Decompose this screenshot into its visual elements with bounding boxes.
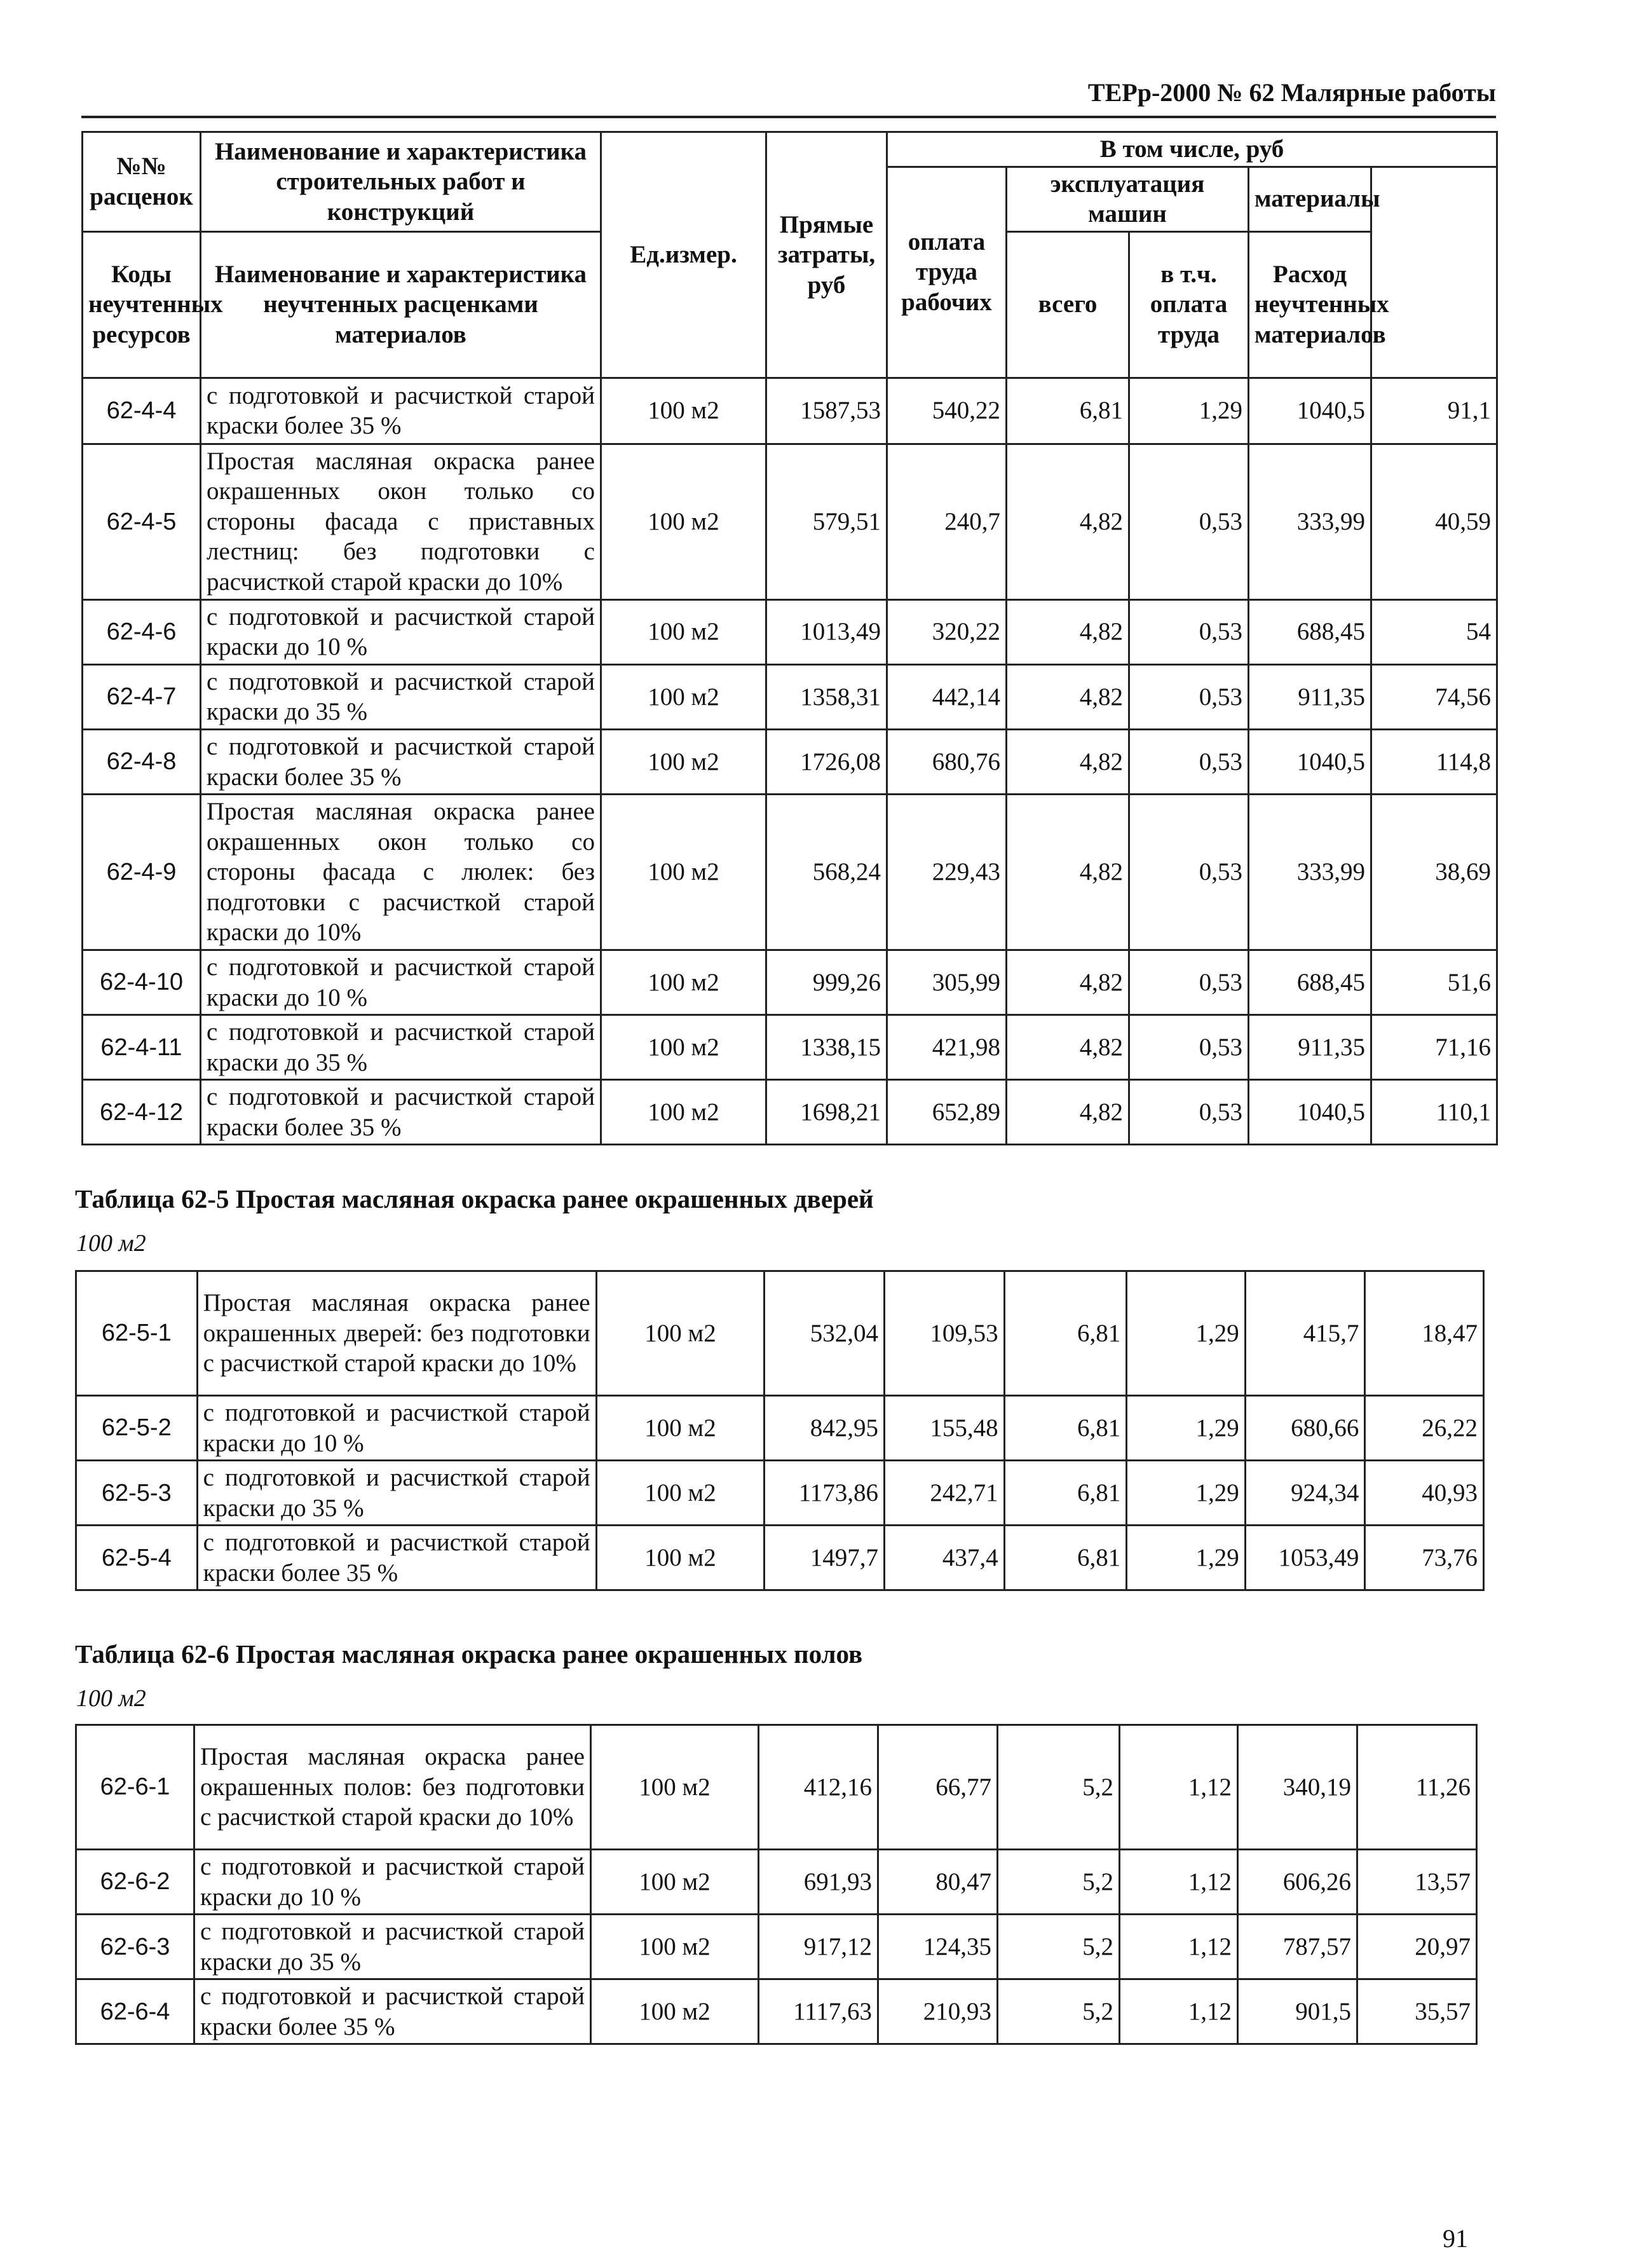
materials-cell: 688,45	[1249, 950, 1371, 1014]
rate-code-cell: 62-4-7	[83, 664, 201, 729]
header-unit: Ед.измер.	[601, 132, 766, 378]
labor-costs-cell: 73,76	[1365, 1526, 1484, 1590]
worker-wage-cell: 421,98	[887, 1015, 1007, 1080]
table-row	[76, 1725, 1477, 1850]
materials-cell: 606,26	[1238, 1850, 1357, 1915]
table-row	[83, 795, 1497, 950]
machines-total-cell: 4,82	[1007, 664, 1129, 729]
worker-wage-cell: 305,99	[887, 950, 1007, 1014]
machines-wage-cell: 1,29	[1127, 1526, 1246, 1590]
labor-costs-cell: 38,69	[1371, 795, 1497, 950]
direct-costs-cell: 1698,21	[766, 1080, 887, 1145]
table-row	[83, 1080, 1497, 1145]
materials-cell: 415,7	[1245, 1271, 1365, 1396]
worker-wage-cell: 442,14	[887, 664, 1007, 729]
work-description-cell: с подготовкой и расчисткой старой краски до 35 %	[201, 1015, 601, 1080]
work-description-cell: с подготовкой и расчисткой старой краски до 10 %	[201, 599, 601, 664]
rate-code-cell: 62-5-3	[76, 1461, 198, 1526]
rate-code-cell: 62-4-9	[83, 795, 201, 950]
direct-costs-cell: 842,95	[765, 1396, 885, 1461]
labor-costs-cell: 35,57	[1357, 1979, 1477, 2044]
machines-wage-cell: 1,12	[1120, 1979, 1238, 2044]
worker-wage-cell: 229,43	[887, 795, 1007, 950]
worker-wage-cell: 80,47	[878, 1850, 998, 1915]
machines-wage-cell: 1,29	[1127, 1271, 1246, 1396]
unit-cell: 100 м2	[596, 1461, 765, 1526]
header-unaccounted-materials-name: Наименование и характеристика неучтенных расценками материалов	[201, 231, 601, 378]
header-machines-wage: в т.ч. оплата труда	[1129, 231, 1249, 378]
work-description-cell: с подготовкой и расчисткой старой краски более 35 %	[201, 1080, 601, 1145]
machines-wage-cell: 1,29	[1129, 378, 1249, 444]
machines-wage-cell: 0,53	[1129, 1080, 1249, 1145]
work-description-cell: с подготовкой и расчисткой старой краски более 35 %	[194, 1979, 591, 2044]
worker-wage-cell: 210,93	[878, 1979, 998, 2044]
rates-table-62-4	[81, 131, 1498, 1145]
materials-cell: 688,45	[1249, 599, 1371, 664]
header-resource-codes: Коды неучтенных ресурсов	[83, 231, 201, 378]
unit-cell: 100 м2	[591, 1850, 759, 1915]
unit-cell: 100 м2	[601, 1015, 766, 1080]
direct-costs-cell: 1173,86	[765, 1461, 885, 1526]
machines-total-cell: 4,82	[1007, 1015, 1129, 1080]
table-row	[83, 378, 1497, 444]
direct-costs-cell: 1338,15	[766, 1015, 887, 1080]
table-row	[76, 1396, 1484, 1461]
rate-code-cell: 62-5-4	[76, 1526, 198, 1590]
work-description-cell: с подготовкой и расчисткой старой краски более 35 %	[197, 1526, 596, 1590]
labor-costs-cell: 18,47	[1365, 1271, 1484, 1396]
labor-costs-cell: 110,1	[1371, 1080, 1497, 1145]
machines-wage-cell: 0,53	[1129, 795, 1249, 950]
rate-code-cell: 62-4-6	[83, 599, 201, 664]
unit-cell: 100 м2	[601, 795, 766, 950]
machines-wage-cell: 0,53	[1129, 444, 1249, 599]
machines-wage-cell: 1,29	[1127, 1396, 1246, 1461]
table-row	[83, 950, 1497, 1014]
unit-cell: 100 м2	[601, 1080, 766, 1145]
work-description-cell: с подготовкой и расчисткой старой краски до 10 %	[194, 1850, 591, 1915]
work-description-cell: с подготовкой и расчисткой старой краски более 35 %	[201, 729, 601, 794]
worker-wage-cell: 242,71	[885, 1461, 1005, 1526]
machines-total-cell: 6,81	[1004, 1396, 1127, 1461]
header-including: В том числе, руб	[887, 132, 1497, 167]
machines-total-cell: 4,82	[1007, 950, 1129, 1014]
direct-costs-cell: 1587,53	[766, 378, 887, 444]
work-description-cell: Простая масляная окраска ранее окрашенных окон только со стороны фасада с люлек: без подготовки с расчисткой старой краски до 10%	[201, 795, 601, 950]
rate-code-cell: 62-4-4	[83, 378, 201, 444]
table-62-5-caption: Таблица 62-5 Простая масляная окраска ранее окрашенных дверей	[75, 1184, 874, 1213]
materials-cell: 333,99	[1249, 444, 1371, 599]
worker-wage-cell: 540,22	[887, 378, 1007, 444]
materials-cell: 680,66	[1245, 1396, 1365, 1461]
unit-cell: 100 м2	[596, 1526, 765, 1590]
table-62-6-caption: Таблица 62-6 Простая масляная окраска ранее окрашенных полов	[75, 1639, 863, 1669]
materials-cell: 340,19	[1238, 1725, 1357, 1850]
header-materials-unaccounted: Расход неучтенных материалов	[1249, 231, 1371, 378]
direct-costs-cell: 568,24	[766, 795, 887, 950]
machines-total-cell: 4,82	[1007, 795, 1129, 950]
machines-total-cell: 4,82	[1007, 1080, 1129, 1145]
rate-code-cell: 62-4-12	[83, 1080, 201, 1145]
materials-cell: 1053,49	[1245, 1526, 1365, 1590]
page-number: 91	[1443, 2224, 1468, 2253]
worker-wage-cell: 66,77	[878, 1725, 998, 1850]
unit-cell: 100 м2	[601, 444, 766, 599]
machines-wage-cell: 0,53	[1129, 599, 1249, 664]
direct-costs-cell: 1358,31	[766, 664, 887, 729]
machines-total-cell: 6,81	[1007, 378, 1129, 444]
direct-costs-cell: 691,93	[759, 1850, 878, 1915]
table-row	[83, 664, 1497, 729]
materials-cell: 1040,5	[1249, 729, 1371, 794]
direct-costs-cell: 412,16	[759, 1725, 878, 1850]
header-direct-costs: Прямые затраты, руб	[766, 132, 887, 378]
table-row	[83, 729, 1497, 794]
worker-wage-cell: 320,22	[887, 599, 1007, 664]
rate-code-cell: 62-6-4	[76, 1979, 194, 2044]
worker-wage-cell: 240,7	[887, 444, 1007, 599]
work-description-cell: Простая масляная окраска ранее окрашенных дверей: без подготовки с расчисткой старой краски до 10%	[197, 1271, 596, 1396]
header-materials: материалы	[1249, 167, 1371, 231]
rate-code-cell: 62-5-1	[76, 1271, 198, 1396]
unit-cell: 100 м2	[601, 664, 766, 729]
rate-code-cell: 62-6-3	[76, 1915, 194, 1979]
work-description-cell: с подготовкой и расчисткой старой краски до 10 %	[201, 950, 601, 1014]
machines-total-cell: 6,81	[1004, 1461, 1127, 1526]
table-body	[83, 378, 1497, 1145]
labor-costs-cell: 13,57	[1357, 1850, 1477, 1915]
unit-cell: 100 м2	[601, 729, 766, 794]
materials-cell: 1040,5	[1249, 1080, 1371, 1145]
materials-cell: 1040,5	[1249, 378, 1371, 444]
machines-wage-cell: 1,29	[1127, 1461, 1246, 1526]
labor-costs-cell: 26,22	[1365, 1396, 1484, 1461]
materials-cell: 901,5	[1238, 1979, 1357, 2044]
materials-cell: 911,35	[1249, 664, 1371, 729]
rate-code-cell: 62-5-2	[76, 1396, 198, 1461]
table-row	[83, 599, 1497, 664]
rate-code-cell: 62-4-11	[83, 1015, 201, 1080]
work-description-cell: с подготовкой и расчисткой старой краски до 35 %	[194, 1915, 591, 1979]
materials-cell: 924,34	[1245, 1461, 1365, 1526]
machines-wage-cell: 1,12	[1120, 1915, 1238, 1979]
machines-wage-cell: 0,53	[1129, 664, 1249, 729]
header-machines-total: всего	[1007, 231, 1129, 378]
direct-costs-cell: 1497,7	[765, 1526, 885, 1590]
labor-costs-cell: 11,26	[1357, 1725, 1477, 1850]
labor-costs-cell: 40,59	[1371, 444, 1497, 599]
rate-code-cell: 62-6-1	[76, 1725, 194, 1850]
direct-costs-cell: 579,51	[766, 444, 887, 599]
work-description-cell: с подготовкой и расчисткой старой краски до 35 %	[197, 1461, 596, 1526]
table-body	[76, 1725, 1477, 2044]
table-row	[76, 1461, 1484, 1526]
machines-total-cell: 5,2	[998, 1850, 1120, 1915]
table-62-6-unit-note: 100 м2	[76, 1685, 146, 1712]
machines-total-cell: 6,81	[1004, 1271, 1127, 1396]
labor-costs-cell: 20,97	[1357, 1915, 1477, 1979]
labor-costs-cell: 114,8	[1371, 729, 1497, 794]
rate-code-cell: 62-6-2	[76, 1850, 194, 1915]
work-description-cell: с подготовкой и расчисткой старой краски до 35 %	[201, 664, 601, 729]
work-description-cell: с подготовкой и расчисткой старой краски более 35 %	[201, 378, 601, 444]
table-row	[76, 1979, 1477, 2044]
materials-cell: 911,35	[1249, 1015, 1371, 1080]
table-row	[76, 1915, 1477, 1979]
direct-costs-cell: 1726,08	[766, 729, 887, 794]
direct-costs-cell: 532,04	[765, 1271, 885, 1396]
rates-table-62-6	[75, 1724, 1478, 2045]
worker-wage-cell: 155,48	[885, 1396, 1005, 1461]
machines-total-cell: 5,2	[998, 1725, 1120, 1850]
header-rate-code: №№ расценок	[83, 132, 201, 232]
unit-cell: 100 м2	[601, 599, 766, 664]
machines-total-cell: 6,81	[1004, 1526, 1127, 1590]
page-header-title: ТЕРр-2000 № 62 Малярные работы	[1087, 78, 1496, 107]
machines-wage-cell: 1,12	[1120, 1725, 1238, 1850]
labor-costs-cell: 74,56	[1371, 664, 1497, 729]
machines-wage-cell: 0,53	[1129, 1015, 1249, 1080]
machines-total-cell: 5,2	[998, 1979, 1120, 2044]
labor-costs-cell: 91,1	[1371, 378, 1497, 444]
unit-cell: 100 м2	[596, 1271, 765, 1396]
machines-total-cell: 4,82	[1007, 444, 1129, 599]
machines-wage-cell: 0,53	[1129, 950, 1249, 1014]
unit-cell: 100 м2	[591, 1725, 759, 1850]
unit-cell: 100 м2	[596, 1396, 765, 1461]
machines-wage-cell: 0,53	[1129, 729, 1249, 794]
unit-cell: 100 м2	[591, 1915, 759, 1979]
direct-costs-cell: 1117,63	[759, 1979, 878, 2044]
rate-code-cell: 62-4-10	[83, 950, 201, 1014]
worker-wage-cell: 437,4	[885, 1526, 1005, 1590]
table-row	[76, 1271, 1484, 1396]
work-description-cell: Простая масляная окраска ранее окрашенных полов: без подготовки с расчисткой старой краски до 10%	[194, 1725, 591, 1850]
table-row	[76, 1526, 1484, 1590]
table-62-5-unit-note: 100 м2	[76, 1230, 146, 1257]
rate-code-cell: 62-4-5	[83, 444, 201, 599]
work-description-cell: с подготовкой и расчисткой старой краски до 10 %	[197, 1396, 596, 1461]
rates-table-62-5	[75, 1270, 1485, 1591]
table-header	[83, 132, 1497, 378]
worker-wage-cell: 124,35	[878, 1915, 998, 1979]
labor-costs-cell: 71,16	[1371, 1015, 1497, 1080]
direct-costs-cell: 999,26	[766, 950, 887, 1014]
unit-cell: 100 м2	[601, 378, 766, 444]
unit-cell: 100 м2	[591, 1979, 759, 2044]
table-row	[76, 1850, 1477, 1915]
rate-code-cell: 62-4-8	[83, 729, 201, 794]
header-worker-wage: оплата труда рабочих	[887, 167, 1007, 378]
work-description-cell: Простая масляная окраска ранее окрашенных окон только со стороны фасада с приставных лестниц: без подготовки с расчисткой старой краски до 10%	[201, 444, 601, 599]
table-row	[83, 444, 1497, 599]
machines-wage-cell: 1,12	[1120, 1850, 1238, 1915]
direct-costs-cell: 917,12	[759, 1915, 878, 1979]
materials-cell: 787,57	[1238, 1915, 1357, 1979]
table-row	[83, 1015, 1497, 1080]
labor-costs-cell: 51,6	[1371, 950, 1497, 1014]
machines-total-cell: 4,82	[1007, 729, 1129, 794]
labor-costs-cell: 54	[1371, 599, 1497, 664]
header-machine-operation: эксплуатация машин	[1007, 167, 1249, 231]
machines-total-cell: 4,82	[1007, 599, 1129, 664]
direct-costs-cell: 1013,49	[766, 599, 887, 664]
worker-wage-cell: 680,76	[887, 729, 1007, 794]
worker-wage-cell: 109,53	[885, 1271, 1005, 1396]
header-work-name: Наименование и характеристика строительных работ и конструкций	[201, 132, 601, 232]
table-body	[76, 1271, 1484, 1590]
materials-cell: 333,99	[1249, 795, 1371, 950]
unit-cell: 100 м2	[601, 950, 766, 1014]
page-header	[81, 75, 1496, 118]
labor-costs-cell: 40,93	[1365, 1461, 1484, 1526]
machines-total-cell: 5,2	[998, 1915, 1120, 1979]
worker-wage-cell: 652,89	[887, 1080, 1007, 1145]
